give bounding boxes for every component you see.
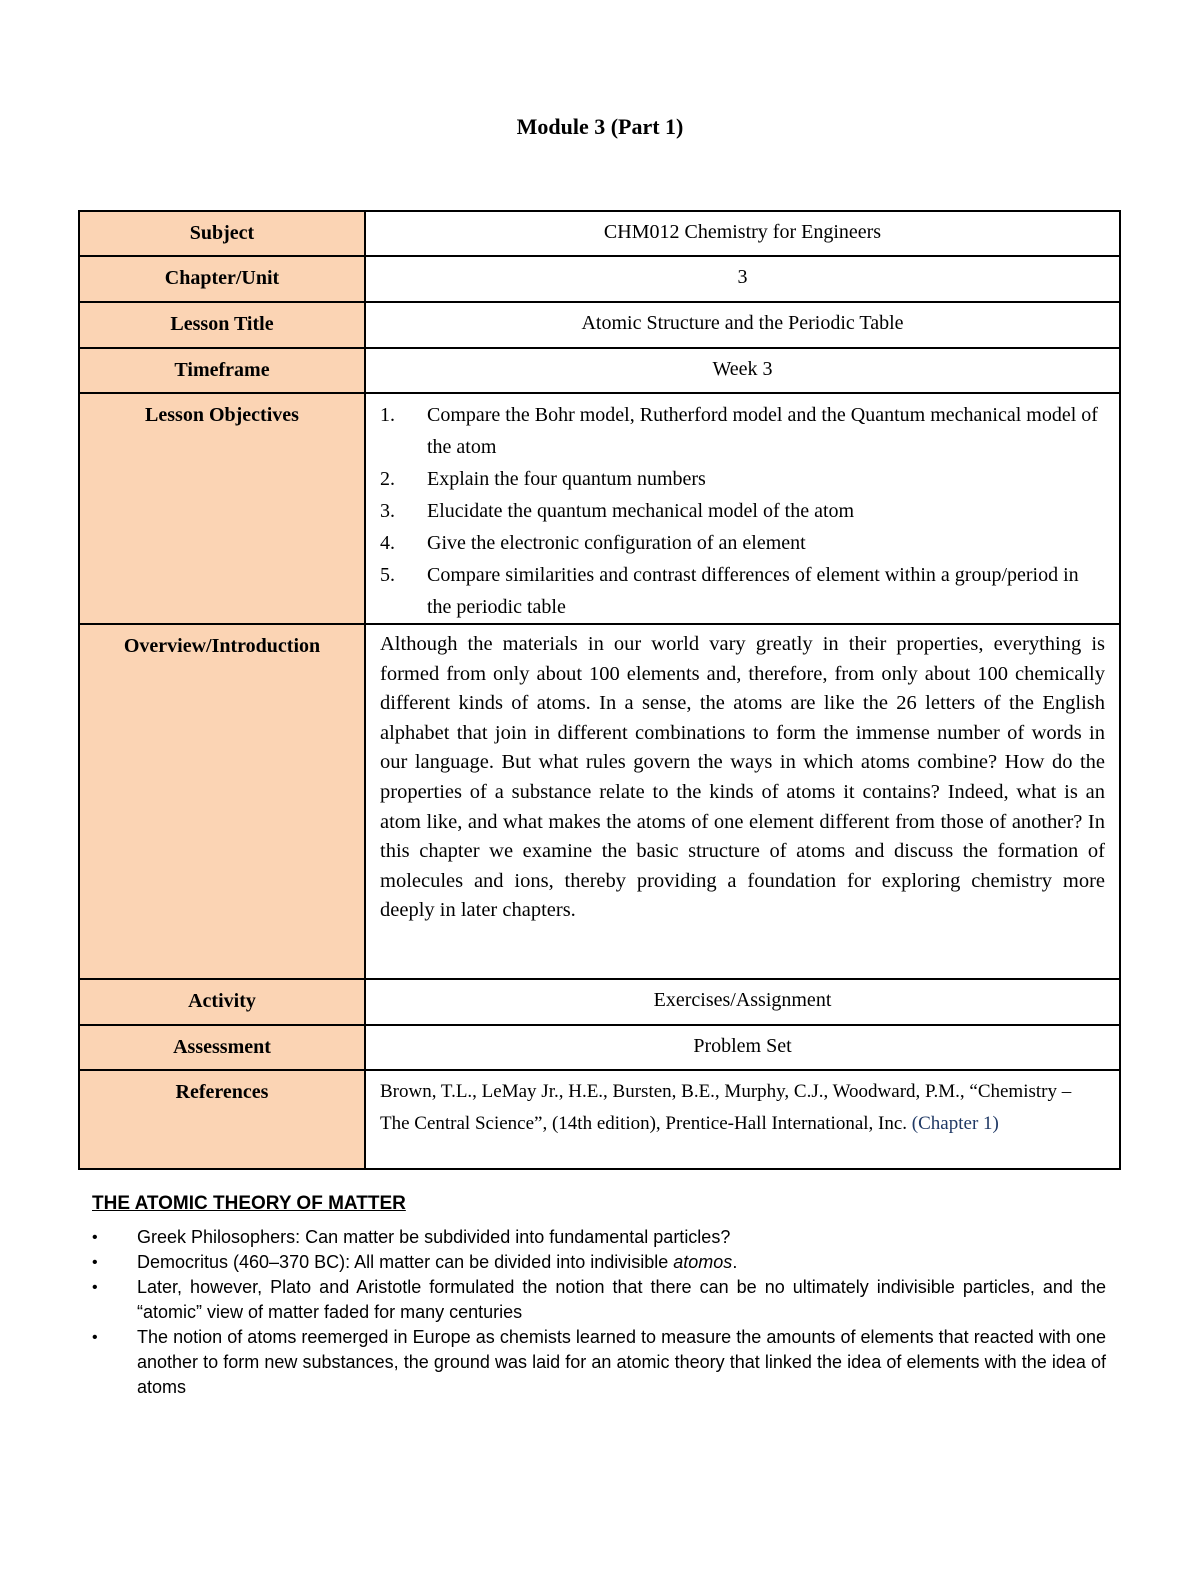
list-item bbox=[380, 399, 1105, 463]
references-label: References bbox=[79, 1070, 365, 1169]
activity-label: Activity bbox=[79, 979, 365, 1025]
list-item bbox=[380, 559, 1105, 623]
table-row-references bbox=[79, 1070, 1120, 1169]
list-item bbox=[92, 1275, 1106, 1325]
table-row-activity bbox=[79, 979, 1120, 1025]
bullet-italic-term: atomos bbox=[673, 1252, 733, 1272]
objective-number: 4. bbox=[380, 532, 395, 554]
objective-number: 1. bbox=[380, 404, 395, 426]
bullet-text: Democritus (460–370 BC): All matter can be divided into indivisible bbox=[137, 1252, 669, 1272]
timeframe-label: Timeframe bbox=[79, 348, 365, 393]
subject-label: Subject bbox=[79, 211, 365, 256]
bullet-icon: • bbox=[92, 1254, 98, 1271]
table-row-overview bbox=[79, 624, 1120, 979]
objective-text: Compare the Bohr model, Rutherford model and the Quantum mechanical model of the atom bbox=[427, 404, 1098, 458]
section-heading: THE ATOMIC THEORY OF MATTER bbox=[92, 1193, 406, 1214]
list-item bbox=[92, 1325, 1106, 1400]
atomic-theory-list bbox=[92, 1225, 1106, 1400]
bullet-text: Later, however, Plato and Aristotle formulated the notion that there can be no ultimately indivisible particles, and the “atomic” view of matter faded for many centuries bbox=[137, 1277, 1106, 1322]
list-item bbox=[380, 527, 1105, 559]
lesson-info-table bbox=[78, 210, 1121, 1170]
table-row-timeframe bbox=[79, 348, 1120, 393]
table-row-chapter bbox=[79, 256, 1120, 302]
objective-text: Explain the four quantum numbers bbox=[427, 468, 706, 490]
assessment-label: Assessment bbox=[79, 1025, 365, 1070]
assessment-value: Problem Set bbox=[365, 1025, 1120, 1070]
page-title: Module 3 (Part 1) bbox=[516, 114, 684, 139]
table-row-subject bbox=[79, 211, 1120, 256]
bullet-icon: • bbox=[92, 1329, 98, 1346]
list-item bbox=[380, 495, 1105, 527]
overview-label: Overview/Introduction bbox=[79, 624, 365, 979]
lesson-title-label: Lesson Title bbox=[79, 302, 365, 348]
bullet-text: The notion of atoms reemerged in Europe as chemists learned to measure the amounts of elements that reacted with one another to form new substances, the ground was laid for an atomic theory that linked the idea of elements with the idea of atoms bbox=[137, 1327, 1106, 1397]
bullet-icon: • bbox=[92, 1279, 98, 1296]
overview-value bbox=[365, 624, 1120, 979]
references-value bbox=[365, 1070, 1120, 1169]
overview-text: Although the materials in our world vary greatly in their properties, everything is formed from only about 100 elements and, therefore, from only about 100 chemically different kinds of atoms. In a sense, the atoms are like the 26 letters of the English alphabet that join in different combinations to form the immense number of words in our language. But what rules govern the ways in which atoms combine? How do the properties of a substance relate to the kinds of atoms it contains? Indeed, what is an atom like, and what makes the atoms of one element different from those of another? In this chapter we examine the basic structure of atoms and discuss the formation of molecules and ions, thereby providing a foundation for exploring chemistry more deeply in later chapters. bbox=[380, 633, 1105, 922]
reference-chapter-link[interactable]: (Chapter 1) bbox=[911, 1113, 999, 1134]
objective-text: Give the electronic configuration of an element bbox=[427, 532, 806, 554]
objective-text: Compare similarities and contrast differences of element within a group/period in the periodic table bbox=[427, 564, 1079, 618]
chapter-value: 3 bbox=[365, 256, 1120, 302]
list-item bbox=[380, 463, 1105, 495]
list-item bbox=[92, 1250, 1106, 1275]
lesson-title-value: Atomic Structure and the Periodic Table bbox=[365, 302, 1120, 348]
chapter-label: Chapter/Unit bbox=[79, 256, 365, 302]
bullet-text: Greek Philosophers: Can matter be subdivided into fundamental particles? bbox=[137, 1227, 731, 1247]
reference-citation: Brown, T.L., LeMay Jr., H.E., Bursten, B.E., Murphy, C.J., Woodward, P.M., “Chemistry – The Central Science”, (14th edition), Prentice-Hall International, Inc. bbox=[380, 1081, 1072, 1134]
table-row-lesson-title bbox=[79, 302, 1120, 348]
bullet-icon: • bbox=[92, 1229, 98, 1246]
objective-text: Elucidate the quantum mechanical model of the atom bbox=[427, 500, 855, 522]
table-row-objectives bbox=[79, 393, 1120, 624]
timeframe-value: Week 3 bbox=[365, 348, 1120, 393]
list-item bbox=[92, 1225, 1106, 1250]
objective-number: 5. bbox=[380, 564, 395, 586]
objective-number: 3. bbox=[380, 500, 395, 522]
subject-value: CHM012 Chemistry for Engineers bbox=[365, 211, 1120, 256]
objectives-list bbox=[380, 399, 1105, 623]
objective-number: 2. bbox=[380, 468, 395, 490]
activity-value: Exercises/Assignment bbox=[365, 979, 1120, 1025]
bullet-text-end: . bbox=[732, 1252, 738, 1272]
objectives-value bbox=[365, 393, 1120, 624]
table-row-assessment bbox=[79, 1025, 1120, 1070]
objectives-label: Lesson Objectives bbox=[79, 393, 365, 624]
references-text bbox=[380, 1076, 1105, 1140]
